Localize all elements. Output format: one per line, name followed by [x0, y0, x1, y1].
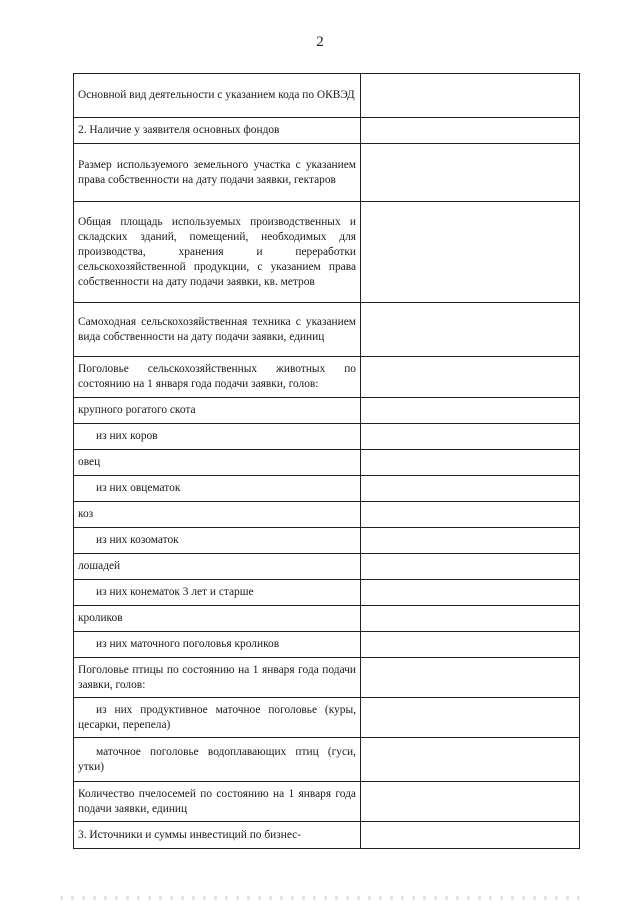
row-value	[361, 554, 580, 580]
table-row	[74, 357, 580, 398]
table-row	[74, 424, 580, 450]
table-row	[74, 606, 580, 632]
table-row	[74, 738, 580, 782]
table-row	[74, 698, 580, 738]
table-row	[74, 822, 580, 849]
table-row	[74, 502, 580, 528]
row-value	[361, 528, 580, 554]
row-label: Основной вид деятельности с указанием кода по ОКВЭД	[74, 74, 361, 118]
row-label: из них овцематок	[74, 476, 361, 502]
row-label: Общая площадь используемых производственных и складских зданий, помещений, необходимых для производства, хранения и переработки сельскохозяйственной продукции, с указанием права собственности на дату подачи заявки, кв. метров	[74, 202, 361, 303]
row-label: Размер используемого земельного участка с указанием права собственности на дату подачи заявки, гектаров	[74, 144, 361, 202]
row-label: Количество пчелосемей по состоянию на 1 января года подачи заявки, единиц	[74, 782, 361, 822]
row-value	[361, 202, 580, 303]
row-value	[361, 357, 580, 398]
row-label: 3. Источники и суммы инвестиций по бизнес-	[74, 822, 361, 849]
table-row	[74, 632, 580, 658]
row-value	[361, 118, 580, 144]
row-label: 2. Наличие у заявителя основных фондов	[74, 118, 361, 144]
row-value	[361, 74, 580, 118]
row-value	[361, 658, 580, 698]
row-label: лошадей	[74, 554, 361, 580]
row-value	[361, 632, 580, 658]
row-value	[361, 606, 580, 632]
table-row	[74, 118, 580, 144]
row-value	[361, 782, 580, 822]
table-row	[74, 528, 580, 554]
row-value	[361, 144, 580, 202]
row-value	[361, 580, 580, 606]
row-label: крупного рогатого скота	[74, 398, 361, 424]
row-label: овец	[74, 450, 361, 476]
form-table	[73, 73, 580, 849]
scan-noise	[60, 896, 580, 900]
table-row	[74, 144, 580, 202]
table-row	[74, 658, 580, 698]
row-label: Самоходная сельскохозяйственная техника с указанием вида собственности на дату подачи заявки, единиц	[74, 303, 361, 357]
row-value	[361, 398, 580, 424]
row-label: из них маточного поголовья кроликов	[74, 632, 361, 658]
row-value	[361, 450, 580, 476]
row-label: Поголовье птицы по состоянию на 1 января года подачи заявки, голов:	[74, 658, 361, 698]
row-label: Поголовье сельскохозяйственных животных по состоянию на 1 января года подачи заявки, голов:	[74, 357, 361, 398]
row-label: маточное поголовье водоплавающих птиц (гуси, утки)	[74, 738, 361, 782]
table-row	[74, 450, 580, 476]
row-value	[361, 502, 580, 528]
row-label: коз	[74, 502, 361, 528]
table-row	[74, 202, 580, 303]
table-row	[74, 74, 580, 118]
table-row	[74, 303, 580, 357]
row-label: из них конематок 3 лет и старше	[74, 580, 361, 606]
row-value	[361, 424, 580, 450]
row-label: из них продуктивное маточное поголовье (куры, цесарки, перепела)	[74, 698, 361, 738]
table-row	[74, 398, 580, 424]
row-value	[361, 303, 580, 357]
row-label: кроликов	[74, 606, 361, 632]
page-number: 2	[316, 34, 324, 50]
row-value	[361, 698, 580, 738]
row-value	[361, 738, 580, 782]
row-label: из них коров	[74, 424, 361, 450]
row-value	[361, 476, 580, 502]
row-value	[361, 822, 580, 849]
table-row	[74, 554, 580, 580]
table-row	[74, 476, 580, 502]
table-row	[74, 782, 580, 822]
table-row	[74, 580, 580, 606]
row-label: из них козоматок	[74, 528, 361, 554]
